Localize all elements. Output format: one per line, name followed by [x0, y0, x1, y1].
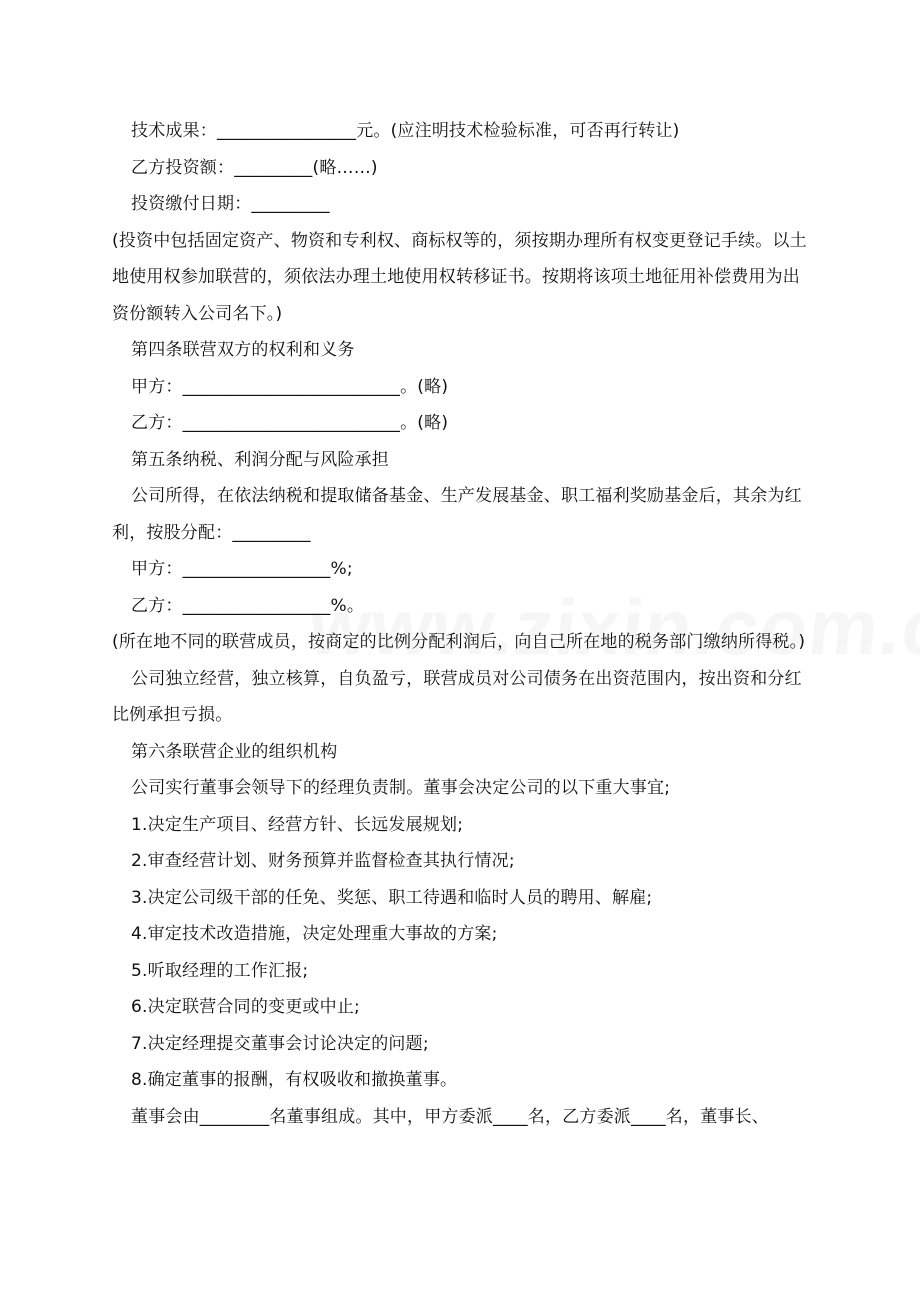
- paragraph-party-b-share: 乙方：_________________%。: [131, 595, 365, 616]
- document-body: [112, 113, 812, 1135]
- list-item-2: 2.审查经营计划、财务预算并监督检查其执行情况;: [131, 851, 515, 871]
- paragraph-investment-note: (投资中包括固定资产、物资和专利权、商标权等的，须按期办理所有权变更登记手续。以土地使用权参加联营的，须依法办理土地使用权转移证书。按期将该项土地征用补偿费用为出资份额转入公司名下。): [112, 230, 807, 324]
- list-item-8: 8.确定董事的报酬，有权吸收和撤换董事。: [131, 1070, 458, 1090]
- heading-article-five: 第五条纳税、利润分配与风险承担: [131, 449, 389, 470]
- paragraph-independent-operation: 公司独立经营，独立核算，自负盈亏，联营成员对公司债务在出资范围内，按出资和分红比例承担亏损。: [112, 668, 802, 725]
- list-item-4: 4.审定技术改造措施，决定处理重大事故的方案;: [131, 924, 498, 944]
- list-item-3: 3.决定公司级干部的任免、奖惩、职工待遇和临时人员的聘用、解雇;: [131, 887, 653, 908]
- heading-article-four: 第四条联营双方的权利和义务: [131, 340, 355, 360]
- paragraph-profit-distribution: 公司所得，在依法纳税和提取储备基金、生产发展基金、职工福利奖励基金后，其余为红利，按股分配：_________: [112, 486, 802, 543]
- heading-article-six: 第六条联营企业的组织机构: [131, 741, 338, 762]
- list-item-1: 1.决定生产项目、经营方针、长远发展规划;: [131, 814, 464, 835]
- list-item-5: 5.听取经理的工作汇报;: [131, 960, 309, 981]
- list-item-6: 6.决定联营合同的变更或中止;: [131, 997, 360, 1017]
- paragraph-party-a-share: 甲方：_________________%;: [131, 559, 353, 579]
- list-item-7: 7.决定经理提交董事会讨论决定的问题;: [131, 1033, 429, 1054]
- paragraph-board-responsibility: 公司实行董事会领导下的经理负责制。董事会决定公司的以下重大事宜;: [131, 778, 671, 798]
- paragraph-board-composition: 董事会由________名董事组成。其中，甲方委派____名，乙方委派____名，董事长、: [131, 1106, 769, 1127]
- paragraph-party-b-rights: 乙方：_________________________。(略): [131, 413, 449, 433]
- paragraph-party-a-rights: 甲方：_________________________。(略): [131, 376, 449, 397]
- paragraph-investment-payment-date: 投资缴付日期：_________: [131, 194, 330, 214]
- paragraph-tax-note: (所在地不同的联营成员，按商定的比例分配利润后，向自己所在地的税务部门缴纳所得税。): [112, 632, 806, 652]
- paragraph-technical-result: 技术成果：________________元。(应注明技术检验标准，可否再行转让): [131, 121, 680, 141]
- paragraph-party-b-investment: 乙方投资额：_________(略……): [131, 157, 378, 178]
